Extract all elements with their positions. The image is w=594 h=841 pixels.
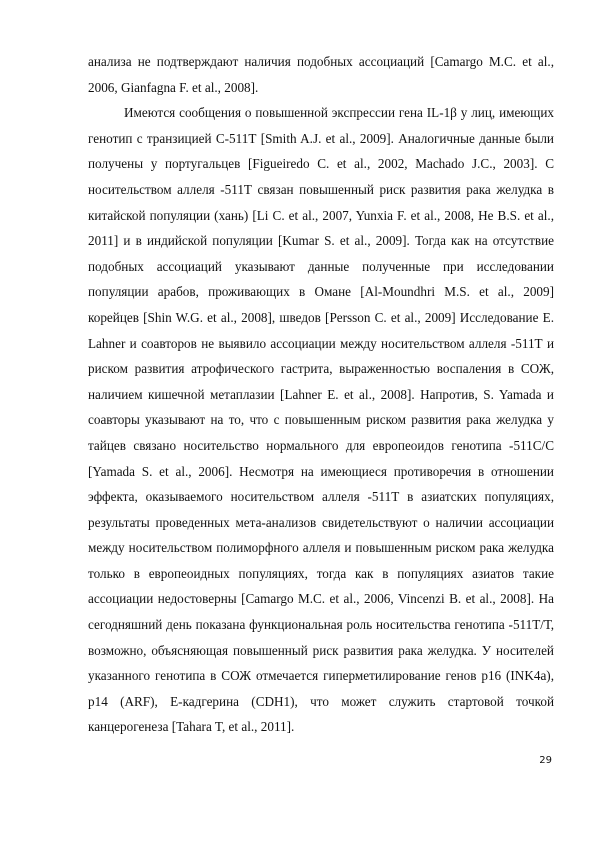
page-number: 29 <box>539 755 552 766</box>
paragraph-continuation: анализа не подтверждают наличия подобных ассоциаций [Camargo M.C. et al., 2006, Gianfagna F. et al., 2008]. <box>88 54 554 95</box>
paragraph-il1b: Имеются сообщения о повышенной экспрессии гена IL-1β у лиц, имеющих генотип с транзицией С-511Т [Smith A.J. et al., 2009]. Аналогичные данные были получены у португальцев [Figueiredo C. et al., 2002, Machado J.C., 2003]. С носительством аллеля -511Т связан повышенный риск развития рака желудка в китайской популяции (хань) [Li C. et al., 2007, Yunxia F. et al., 2008, He B.S. et al., 2011] и в индийской популяции [Kumar S. et al., 2009]. Тогда как на отсутствие подобных ассоциаций указывают данные полученные при исследовании популяции арабов, проживающих в Омане [Al-Moundhri M.S. et al., 2009] корейцев [Shin W.G. et al., 2008], шведов [Persson C. et al., 2009] Исследование E. Lahner и соавторов не выявило ассоциации между носительством аллеля -511Т и риском развития атрофического гастрита, выраженностью воспаления в СОЖ, наличием кишечной метаплазии [Lahner E. et al., 2008]. Напротив, S. Yamada и соавторы указывают на то, что с повышенным риском развития рака желудка у тайцев связано носительство нормального для европеоидов генотипа -511С/С [Yamada S. et al., 2006]. Несмотря на имеющиеся противоречия в отношении эффекта, оказываемого носительством аллеля -511Т в азиатских популяциях, результаты проведенных мета-анализов свидетельствуют о наличии ассоциации между носительством полиморфного аллеля и повышенным риском рака желудка только в европеоидных популяциях, тогда как в популяциях азиатов такие ассоциации недостоверны [Camargo M.C. et al., 2006, Vincenzi B. et al., 2008]. На сегодняшний день показана функциональная роль носительства генотипа -511Т/Т, возможно, объясняющая повышенный риск развития рака желудка. У носителей указанного генотипа в СОЖ отмечается гиперметилирование генов p16 (INK4a), p14 (ARF), Е-кадгерина (CDH1), что может служить стартовой точкой канцерогенеза [Tahara T, et al., 2011]. <box>88 105 554 735</box>
body-text <box>88 49 554 740</box>
